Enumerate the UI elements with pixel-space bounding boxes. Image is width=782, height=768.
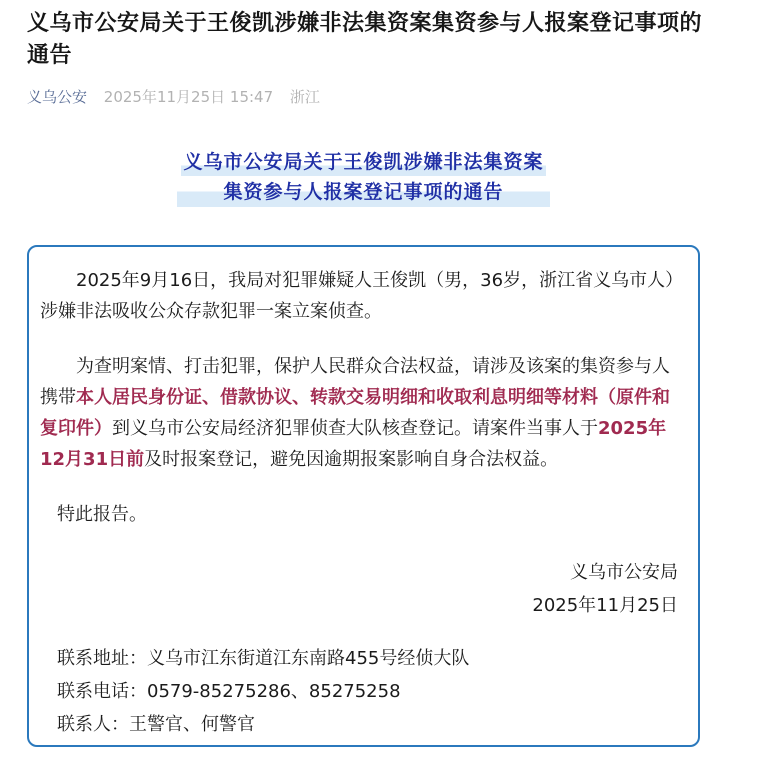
contact-info <box>57 642 678 741</box>
body-text: 到义乌市公安局经济犯罪侦查大队核查登记。请案件当事人于 <box>112 418 598 439</box>
article-page <box>0 8 782 768</box>
body-text: 为查明案情、打击犯罪，保护人民群众合法权益，请涉及该案的集资参与人携带 <box>40 356 670 408</box>
notice-title-line2 <box>27 177 700 207</box>
body-text: 及时报案登记，避免因逾期报案影响自身合法权益。 <box>144 449 559 470</box>
account-name-link[interactable]: 义乌公安 <box>27 88 88 106</box>
emphasized-text: 2025年12月31日前 <box>40 418 667 470</box>
notice-box <box>27 245 700 747</box>
notice-title <box>27 147 700 207</box>
contact-phone: 联系电话：0579-85275286、85275258 <box>57 681 401 702</box>
notice-paragraph-2 <box>40 351 678 475</box>
notice-title-line1 <box>27 147 700 177</box>
notice-closing: 特此报告。 <box>57 504 147 525</box>
notice-paragraph-1: 2025年9月16日，我局对犯罪嫌疑人王俊凯（男，36岁，浙江省义乌市人）涉嫌非法吸收公众存款犯罪一案立案侦查。 <box>40 270 675 322</box>
notice-title-line2-text: 集资参与人报案登记事项的通告 <box>177 177 549 207</box>
byline <box>27 87 755 107</box>
publish-datetime: 2025年11月25日 15:47 <box>103 88 274 106</box>
contact-person: 联系人：王警官、何警官 <box>57 714 255 735</box>
article-headline: 义乌市公安局关于王俊凯涉嫌非法集资案集资参与人报案登记事项的通告 <box>27 11 703 68</box>
notice-title-line1-text: 义乌市公安局关于王俊凯涉嫌非法集资案 <box>181 147 545 177</box>
signature-date: 2025年11月25日 <box>532 595 678 616</box>
signature-agency: 义乌市公安局 <box>570 562 678 583</box>
publish-location-link[interactable]: 浙江 <box>289 88 320 106</box>
emphasized-text: 本人居民身份证、借款协议、转款交易明细和收取利息明细等材料（原件和复印件） <box>40 387 670 439</box>
signature-block <box>40 556 678 622</box>
contact-address: 联系地址：义乌市江东街道江东南路455号经侦大队 <box>57 648 470 669</box>
